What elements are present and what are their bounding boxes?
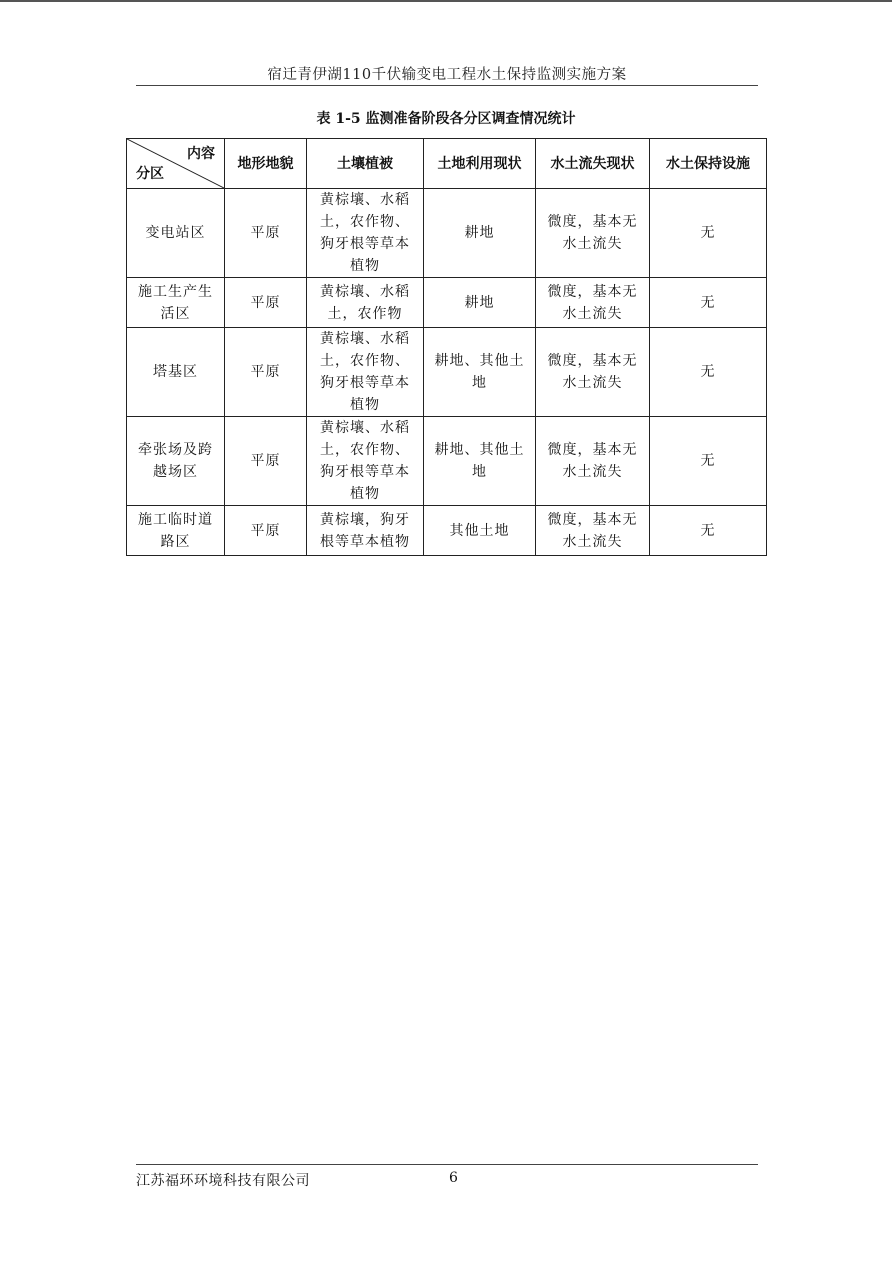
erosion-status-cell: 微度，基本无水土流失 [536,506,650,556]
footer-company-name: 江苏福环环境科技有限公司 [136,1173,310,1189]
zone-cell: 牵张场及跨越场区 [127,417,225,506]
erosion-status-cell: 微度，基本无水土流失 [536,278,650,328]
table-caption: 表 1-5 监测准备阶段各分区调查情况统计 [316,111,576,127]
conservation-facility-cell: 无 [650,506,767,556]
erosion-status-cell: 微度，基本无水土流失 [536,417,650,506]
soil-vegetation-cell: 黄棕壤、水稻土，农作物、狗牙根等草本植物 [307,189,424,278]
column-header: 土地利用现状 [424,139,536,189]
column-header: 水土保持设施 [650,139,767,189]
column-header: 地形地貌 [225,139,307,189]
zone-cell: 施工临时道路区 [127,506,225,556]
land-use-cell: 耕地 [424,278,536,328]
soil-vegetation-cell: 黄棕壤、水稻土，农作物、狗牙根等草本植物 [307,328,424,417]
column-header: 土壤植被 [307,139,424,189]
document-header-title: 宿迁青伊湖110千伏输变电工程水土保持监测实施方案 [267,67,627,83]
table-row [127,278,767,328]
zone-cell: 变电站区 [127,189,225,278]
erosion-status-cell: 微度，基本无水土流失 [536,328,650,417]
soil-vegetation-cell: 黄棕壤、水稻土，农作物、狗牙根等草本植物 [307,417,424,506]
landform-cell: 平原 [225,278,307,328]
diagonal-header-cell [127,139,225,189]
page-top-border [0,0,892,2]
conservation-facility-cell: 无 [650,278,767,328]
soil-vegetation-cell: 黄棕壤、水稻土，农作物 [307,278,424,328]
landform-cell: 平原 [225,417,307,506]
land-use-cell: 其他土地 [424,506,536,556]
table-row [127,189,767,278]
diag-header-zone: 分区 [136,166,164,182]
table-header-row [127,139,767,189]
footer-rule [136,1164,758,1165]
table-row [127,328,767,417]
diag-header-content: 内容 [187,146,215,162]
soil-vegetation-cell: 黄棕壤，狗牙根等草本植物 [307,506,424,556]
land-use-cell: 耕地、其他土地 [424,417,536,506]
column-header: 水土流失现状 [536,139,650,189]
survey-table [126,138,767,556]
zone-cell: 施工生产生活区 [127,278,225,328]
land-use-cell: 耕地 [424,189,536,278]
header-rule [136,85,758,86]
landform-cell: 平原 [225,189,307,278]
land-use-cell: 耕地、其他土地 [424,328,536,417]
table-row [127,417,767,506]
zone-cell: 塔基区 [127,328,225,417]
conservation-facility-cell: 无 [650,417,767,506]
page-number: 6 [449,1170,458,1186]
conservation-facility-cell: 无 [650,189,767,278]
landform-cell: 平原 [225,328,307,417]
conservation-facility-cell: 无 [650,328,767,417]
table-row [127,506,767,556]
erosion-status-cell: 微度，基本无水土流失 [536,189,650,278]
landform-cell: 平原 [225,506,307,556]
